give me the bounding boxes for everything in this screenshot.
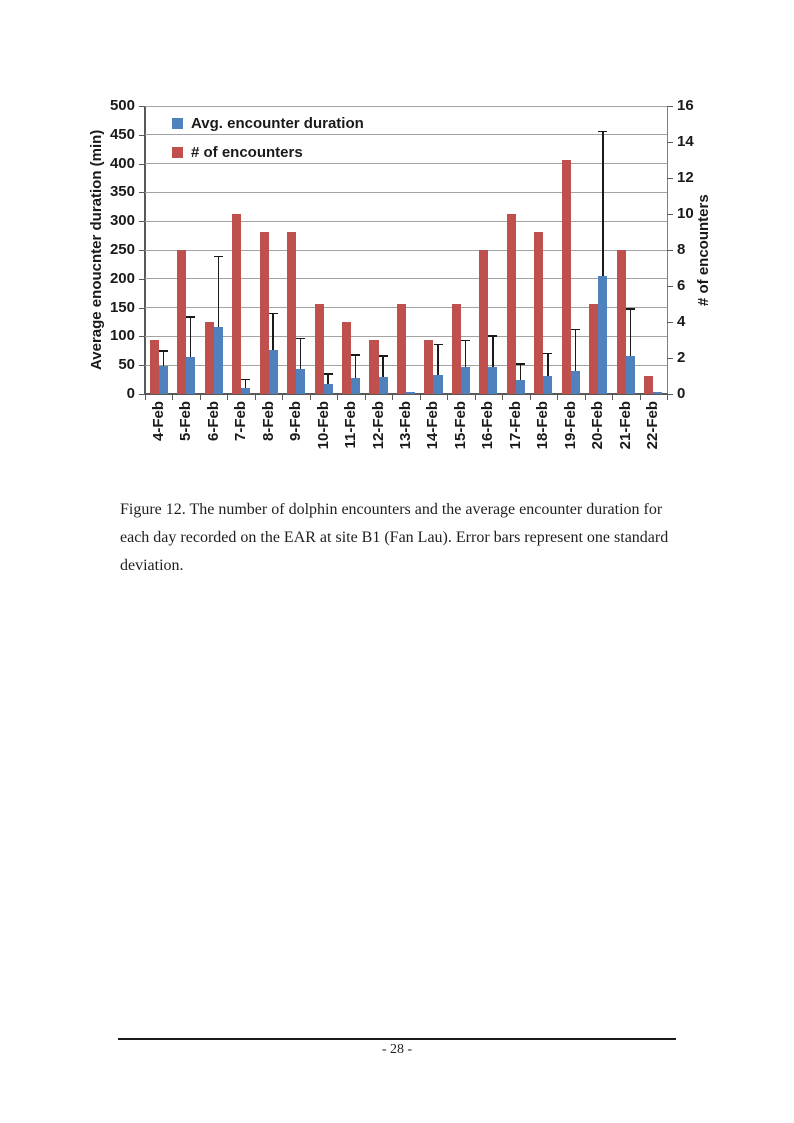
error-bar (272, 313, 273, 350)
encounters-bar (452, 304, 461, 394)
error-bar-cap (324, 373, 333, 374)
duration-bar (186, 357, 195, 394)
error-bar (300, 338, 301, 369)
duration-bar (433, 375, 442, 394)
x-axis-tick (475, 394, 476, 400)
x-tick-label: 5-Feb (177, 401, 195, 442)
duration-bar (543, 376, 552, 394)
x-axis-tick (530, 394, 531, 400)
x-axis-tick (172, 394, 173, 400)
x-axis-tick (612, 394, 613, 400)
chart-plot-area (109, 97, 694, 450)
duration-bar (241, 388, 250, 394)
left-axis-tick (139, 250, 145, 251)
encounters-bar (260, 232, 269, 394)
encounters-bar (534, 232, 543, 394)
left-axis-title: Average enoucnter duration (min) (88, 129, 105, 371)
left-axis-tick-label: 400 (109, 154, 135, 172)
encounters-bar (205, 322, 214, 394)
right-axis-tick (667, 322, 673, 323)
left-axis-tick (139, 221, 145, 222)
right-axis-tick (667, 358, 673, 359)
left-axis-tick (139, 365, 145, 366)
error-bar (630, 308, 631, 356)
left-axis-tick-label: 300 (109, 212, 135, 230)
duration-bar (653, 392, 662, 394)
legend-swatch-blue (172, 118, 183, 129)
right-axis-tick (667, 286, 673, 287)
duration-bar (379, 377, 388, 394)
error-bar (355, 354, 356, 378)
x-axis-tick (310, 394, 311, 400)
duration-bar (488, 367, 497, 394)
duration-bar (324, 384, 333, 394)
right-axis-title: # of encounters (695, 194, 712, 306)
duration-bar (461, 367, 470, 394)
x-tick-label: 8-Feb (259, 401, 277, 442)
right-axis-tick (667, 106, 673, 107)
x-axis-tick (227, 394, 228, 400)
left-axis-tick-label: 200 (109, 269, 135, 287)
gridline (145, 250, 667, 251)
error-bar-cap (351, 354, 360, 355)
x-tick-label: 22-Feb (644, 401, 662, 450)
x-axis-tick (667, 394, 668, 400)
x-axis-tick (337, 394, 338, 400)
error-bar (492, 335, 493, 367)
x-tick-label: 21-Feb (616, 401, 634, 450)
right-axis-tick-label: 8 (677, 241, 686, 258)
encounters-bar (315, 304, 324, 394)
duration-bar (351, 378, 360, 394)
x-tick-label: 16-Feb (479, 401, 497, 450)
encounters-bar (342, 322, 351, 394)
error-bar (602, 131, 603, 277)
duration-bar (626, 356, 635, 394)
left-axis-tick (139, 135, 145, 136)
encounters-bar (232, 214, 241, 394)
legend-swatch-red (172, 147, 183, 158)
left-axis-tick (139, 336, 145, 337)
page-number: - 28 - (381, 1042, 413, 1057)
x-tick-label: 13-Feb (397, 401, 414, 450)
error-bar (437, 344, 438, 375)
error-bar-cap (241, 379, 250, 380)
x-tick-label: 17-Feb (506, 401, 524, 450)
error-bar (382, 355, 383, 377)
error-bar (190, 316, 191, 356)
left-axis-tick-label: 250 (109, 241, 135, 258)
x-tick-label: 7-Feb (232, 401, 250, 442)
encounters-bar (562, 160, 571, 394)
x-axis-tick (640, 394, 641, 400)
right-axis-tick-label: 10 (677, 205, 694, 222)
left-axis-tick (139, 164, 145, 165)
right-axis-tick-label: 16 (677, 97, 694, 114)
left-axis-tick-label: 0 (126, 385, 135, 402)
left-axis-tick-label: 100 (109, 327, 135, 345)
gridline (145, 134, 667, 135)
x-axis-tick (200, 394, 201, 400)
error-bar-cap (186, 316, 195, 317)
error-bar-cap (214, 256, 223, 257)
right-axis-tick (667, 142, 673, 143)
encounters-bar (507, 214, 516, 394)
left-axis-tick-label: 350 (109, 183, 135, 201)
x-tick-label: 14-Feb (424, 401, 442, 450)
left-axis-tick-label: 50 (118, 356, 135, 374)
right-axis-tick-label: 14 (677, 133, 694, 150)
right-axis-tick-label: 12 (677, 169, 694, 186)
footer-rule (118, 1038, 676, 1040)
x-axis-tick (585, 394, 586, 400)
error-bar (520, 363, 521, 380)
error-bar (465, 340, 466, 367)
encounters-bar (369, 340, 378, 394)
encounters-bar (150, 340, 159, 394)
legend-item (172, 113, 364, 133)
error-bar-cap (598, 131, 607, 132)
legend-label: # of encounters (191, 143, 303, 161)
left-axis-tick (139, 192, 145, 193)
error-bar-cap (488, 335, 497, 336)
x-axis-tick (557, 394, 558, 400)
x-axis-tick (420, 394, 421, 400)
x-tick-label: 20-Feb (589, 401, 607, 450)
error-bar-cap (626, 308, 635, 309)
x-axis-tick (392, 394, 393, 400)
duration-bar (598, 276, 607, 394)
encounters-bar (589, 304, 598, 394)
x-axis-tick (282, 394, 283, 400)
left-axis-tick-label: 150 (109, 298, 135, 316)
error-bar-cap (543, 353, 552, 354)
left-axis-tick (139, 279, 145, 280)
encounters-bar (424, 340, 433, 394)
duration-bar (406, 392, 415, 394)
x-tick-label: 15-Feb (451, 401, 469, 450)
x-tick-label: 18-Feb (534, 401, 552, 450)
right-axis-tick-label: 2 (677, 349, 686, 366)
error-bar-cap (296, 338, 305, 339)
error-bar-cap (516, 363, 525, 364)
right-axis-tick (667, 214, 673, 215)
gridline (145, 163, 667, 164)
x-tick-label: 6-Feb (204, 401, 222, 442)
error-bar (218, 256, 219, 327)
error-bar-cap (461, 340, 470, 341)
gridline (145, 106, 667, 107)
encounters-bar (617, 250, 626, 394)
right-axis-tick-label: 6 (677, 277, 686, 294)
error-bar-cap (379, 355, 388, 356)
x-tick-label: 10-Feb (314, 401, 332, 450)
encounters-bar (177, 250, 186, 394)
x-tick-label: 19-Feb (561, 401, 579, 450)
encounters-bar (644, 376, 653, 394)
right-axis-tick (667, 250, 673, 251)
duration-bar (571, 371, 580, 394)
duration-bar (269, 350, 278, 394)
encounters-bar (397, 304, 406, 394)
gridline (145, 192, 667, 193)
duration-bar (214, 327, 223, 394)
legend-label: Avg. encounter duration (191, 114, 364, 132)
left-axis-tick-label: 450 (109, 125, 135, 143)
x-tick-label: 9-Feb (287, 401, 305, 442)
x-axis-tick (145, 394, 146, 400)
right-axis-tick-label: 0 (677, 385, 686, 402)
x-axis-tick (447, 394, 448, 400)
left-axis-tick-label: 500 (109, 97, 135, 114)
error-bar (547, 353, 548, 376)
left-axis-tick (139, 308, 145, 309)
gridline (145, 278, 667, 279)
x-axis-tick (365, 394, 366, 400)
x-tick-label: 4-Feb (149, 401, 167, 442)
error-bar (327, 373, 328, 383)
right-axis-tick (667, 178, 673, 179)
error-bar (575, 329, 576, 371)
right-axis-tick-label: 4 (677, 313, 686, 330)
error-bar-cap (434, 344, 443, 345)
error-bar-cap (571, 329, 580, 330)
duration-bar (159, 366, 168, 394)
encounters-bar (287, 232, 296, 394)
gridline (145, 221, 667, 222)
encounters-bar (479, 250, 488, 394)
duration-bar (296, 369, 305, 394)
left-axis-tick (139, 106, 145, 107)
error-bar-cap (269, 313, 278, 314)
error-bar (163, 350, 164, 366)
x-tick-label: 12-Feb (369, 401, 387, 450)
error-bar-cap (159, 350, 168, 351)
x-axis-tick (255, 394, 256, 400)
x-axis-tick (502, 394, 503, 400)
figure-caption: Figure 12. The number of dolphin encounters and the average encounter duration for each day recorded on the EAR at site B1 (Fan Lau). Error bars represent one standard deviation. (120, 501, 669, 574)
legend-item (172, 142, 364, 162)
duration-bar (516, 380, 525, 394)
x-tick-label: 11-Feb (342, 401, 360, 449)
